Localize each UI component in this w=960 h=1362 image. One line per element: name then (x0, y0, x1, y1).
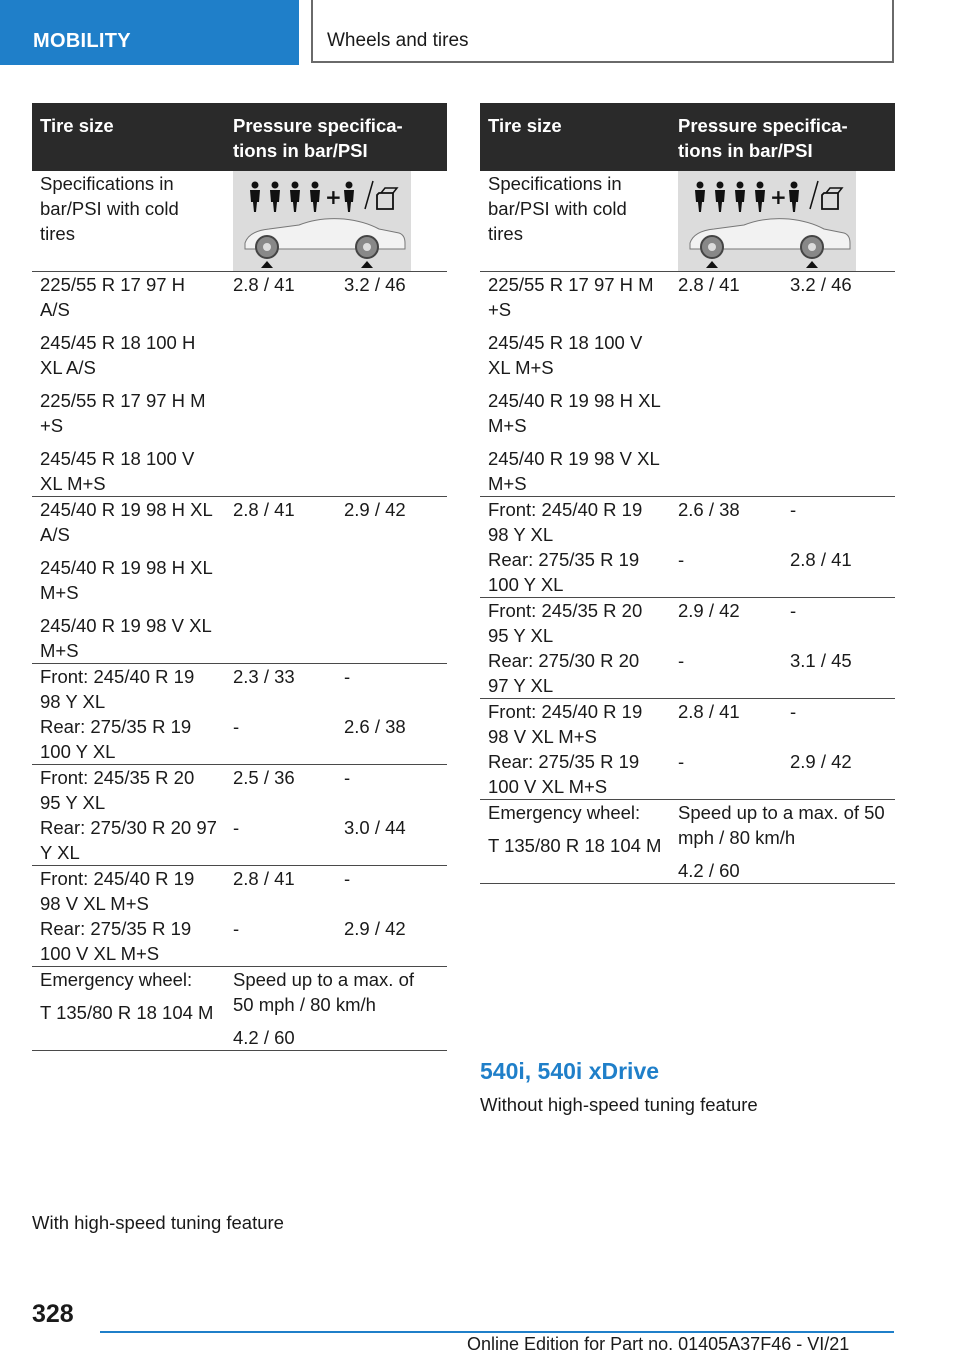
emergency-pressure-cell (225, 967, 447, 1051)
tire-size-header: Tire size (480, 103, 670, 171)
pressure-normal-load: 2.8 / 41 (225, 497, 336, 664)
emergency-size: T 135/80 R 18 104 M (40, 1002, 214, 1023)
section-tab (0, 0, 299, 65)
tire-size-cell (32, 765, 225, 816)
tire-size: Rear: 275/35 R 19 100 V XL M+S (40, 918, 192, 964)
section-heading: 540i, 540i xDrive (480, 1058, 660, 1084)
pressure-normal-load: 2.5 / 36 (233, 767, 295, 788)
tire-size: 245/40 R 19 98 V XL M+S (488, 448, 660, 494)
tire-size-cell (480, 749, 670, 800)
emergency-label: Emergency wheel: (40, 969, 193, 990)
pressure-header: Pressure specifica-tions in bar/PSI (670, 103, 895, 171)
tire-size: 245/45 R 18 100 V XL M+S (488, 332, 643, 378)
load-pictogram (678, 171, 856, 271)
table-row (480, 699, 895, 750)
pressure-normal-load: - (225, 815, 336, 866)
tire-size-cell (32, 497, 225, 664)
pressure-normal-load: 2.8 / 41 (233, 868, 295, 889)
pressure-full-load: - (344, 666, 351, 687)
tire-size: 245/40 R 19 98 V XL M+S (40, 615, 212, 661)
table-row (480, 547, 895, 598)
pressure-header: Pressure specifica-tions in bar/PSI (225, 103, 447, 171)
tire-size: Front: 245/35 R 20 95 Y XL (40, 767, 195, 813)
pressure-full-load: 3.2 / 46 (782, 272, 895, 497)
emergency-row (480, 800, 895, 884)
tire-size: Front: 245/40 R 19 98 Y XL (488, 499, 643, 545)
emergency-speed: Speed up to a max. of 50 mph / 80 km/h (233, 969, 415, 1015)
table-row (32, 497, 447, 664)
pressure-normal-load: - (670, 547, 782, 598)
tire-size-cell (32, 272, 225, 497)
tire-size-cell (480, 699, 670, 750)
tire-size-cell (480, 648, 670, 699)
pressure-normal-load: 2.8 / 41 (225, 272, 336, 497)
pressure-full-load: 2.9 / 42 (336, 497, 447, 664)
chapter-header (311, 0, 894, 63)
tire-pressure-table-left (32, 103, 447, 1051)
tire-size: 245/40 R 19 98 H XL M+S (40, 557, 213, 603)
table-row (32, 272, 447, 497)
pressure-full-load: 2.6 / 38 (336, 714, 447, 765)
table-row (480, 598, 895, 649)
tire-size: Rear: 275/35 R 19 100 Y XL (488, 549, 640, 595)
pressure-full-load: - (790, 701, 797, 722)
table-row (32, 916, 447, 967)
svg-text:+: + (770, 185, 787, 209)
pressure-full-load: 2.9 / 42 (336, 916, 447, 967)
tire-size: 245/40 R 19 98 H XL A/S (40, 499, 213, 545)
tire-size-cell (32, 916, 225, 967)
tire-size: Front: 245/35 R 20 95 Y XL (488, 600, 643, 646)
pressure-full-load: 2.9 / 42 (782, 749, 895, 800)
emergency-wheel-cell (480, 800, 670, 884)
pressure-normal-load: 2.6 / 38 (678, 499, 740, 520)
emergency-wheel-cell (32, 967, 225, 1051)
pressure-normal-load: - (225, 714, 336, 765)
emergency-pressure-cell (670, 800, 895, 884)
table-row (480, 648, 895, 699)
section-subheading: Without high-speed tuning feature (480, 1094, 758, 1115)
svg-text:+: + (325, 185, 342, 209)
pressure-full-load: 2.8 / 41 (782, 547, 895, 598)
table-row (32, 866, 447, 917)
pressure-full-load: - (344, 767, 351, 788)
pressure-normal-load: - (225, 916, 336, 967)
header-row (480, 103, 895, 171)
table-row (32, 765, 447, 816)
tire-size-cell (480, 497, 670, 548)
page-number: 328 (32, 1300, 74, 1328)
pressure-normal-load: 2.8 / 41 (678, 701, 740, 722)
tire-size-header: Tire size (32, 103, 225, 171)
tire-size-cell (32, 815, 225, 866)
header-row (32, 103, 447, 171)
spec-label: Specifications in bar/PSI with cold tires (480, 171, 670, 272)
spec-row (480, 171, 895, 272)
pressure-normal-load: 2.8 / 41 (670, 272, 782, 497)
footer-rule (100, 1331, 894, 1333)
pressure-full-load: - (344, 868, 351, 889)
tire-size: Front: 245/40 R 19 98 V XL M+S (40, 868, 195, 914)
emergency-row (32, 967, 447, 1051)
tire-size-cell (32, 664, 225, 715)
tire-size: Rear: 275/35 R 19 100 V XL M+S (488, 751, 640, 797)
table-row (32, 714, 447, 765)
tire-size-cell (480, 272, 670, 497)
emergency-speed: Speed up to a max. of 50 mph / 80 km/h (678, 802, 885, 848)
tire-size-cell (32, 866, 225, 917)
pressure-full-load: - (790, 600, 797, 621)
tire-size: Rear: 275/35 R 19 100 Y XL (40, 716, 192, 762)
emergency-size: T 135/80 R 18 104 M (488, 835, 662, 856)
tire-size: 225/55 R 17 97 H M +S (488, 274, 654, 320)
tire-size: 245/40 R 19 98 H XL M+S (488, 390, 661, 436)
pressure-full-load: 3.1 / 45 (782, 648, 895, 699)
pressure-normal-load: - (670, 749, 782, 800)
tire-size: Front: 245/40 R 19 98 V XL M+S (488, 701, 643, 747)
tire-size: Rear: 275/30 R 20 97 Y XL (488, 650, 640, 696)
pressure-normal-load: 2.9 / 42 (678, 600, 740, 621)
pictogram-cell (225, 171, 447, 272)
tire-size: 245/45 R 18 100 V XL M+S (40, 448, 195, 494)
emergency-pressure: 4.2 / 60 (233, 1027, 295, 1048)
section-tab-label: MOBILITY (33, 30, 131, 52)
emergency-label: Emergency wheel: (488, 802, 641, 823)
load-pictogram (233, 171, 411, 271)
footer-edition: Online Edition for Part no. 01405A37F46 - VI/21 (467, 1334, 850, 1354)
tire-size-cell (480, 547, 670, 598)
tire-size: Front: 245/40 R 19 98 Y XL (40, 666, 195, 712)
tire-size-cell (32, 714, 225, 765)
table-row (480, 749, 895, 800)
table-row (32, 815, 447, 866)
emergency-pressure: 4.2 / 60 (678, 860, 740, 881)
tire-size: 225/55 R 17 97 H A/S (40, 274, 186, 320)
pressure-full-load: 3.0 / 44 (336, 815, 447, 866)
table-row (32, 664, 447, 715)
tire-size: Rear: 275/30 R 20 97 Y XL (40, 817, 217, 863)
tire-size: 225/55 R 17 97 H M +S (40, 390, 206, 436)
table-row (480, 497, 895, 548)
tire-size: 245/45 R 18 100 H XL A/S (40, 332, 196, 378)
pressure-normal-load: 2.3 / 33 (233, 666, 295, 687)
pressure-full-load: - (790, 499, 797, 520)
spec-label: Specifications in bar/PSI with cold tires (32, 171, 225, 272)
spec-row (32, 171, 447, 272)
tuning-note: With high-speed tuning feature (32, 1212, 284, 1233)
pressure-normal-load: - (670, 648, 782, 699)
tire-pressure-table-right (480, 103, 895, 884)
pictogram-cell (670, 171, 895, 272)
tire-size-cell (480, 598, 670, 649)
pressure-full-load: 3.2 / 46 (336, 272, 447, 497)
chapter-title: Wheels and tires (327, 30, 469, 51)
occupants-car-icon (233, 171, 411, 271)
table-row (480, 272, 895, 497)
occupants-car-icon (678, 171, 856, 271)
